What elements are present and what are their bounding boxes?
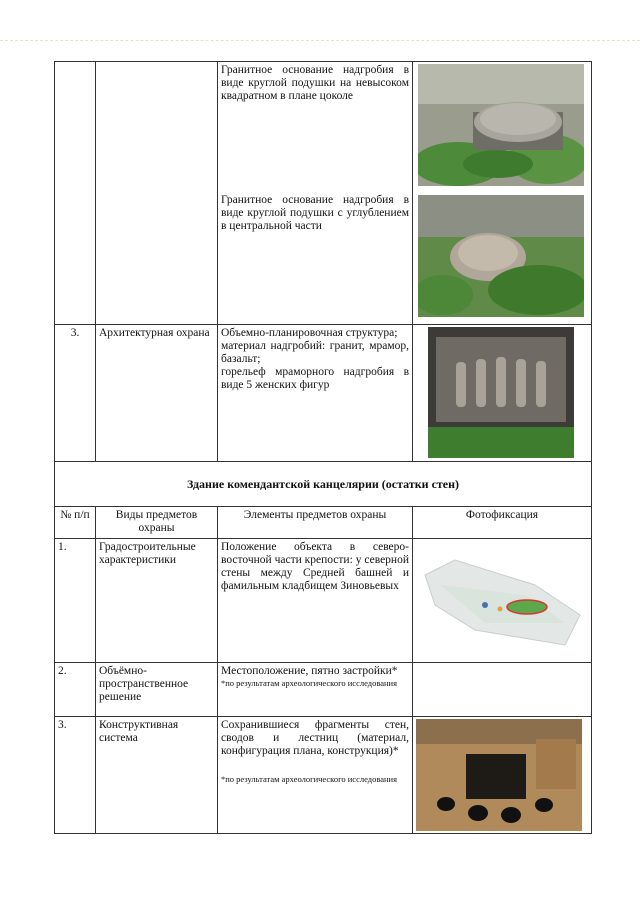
table-row	[55, 325, 592, 462]
footnote: *по результатам археологического исследования	[221, 678, 397, 688]
page-top-rule	[0, 40, 640, 41]
excavation-photo	[416, 719, 582, 831]
header-elements: Элементы предметов охраны	[218, 507, 413, 539]
num-cell: 2.	[55, 663, 96, 717]
elements-cell: Сохранившиеся фрагменты стен, сводов и лестниц (материал, конфигурация плана, конструкция)* *по результатам археологического исследования	[218, 717, 413, 834]
table-row	[55, 539, 592, 663]
header-num: № п/п	[55, 507, 96, 539]
photo-cell	[413, 62, 592, 325]
num-cell: 3.	[55, 717, 96, 834]
header-types: Виды предметов охраны	[96, 507, 218, 539]
type-cell	[96, 62, 218, 325]
type-cell: Объёмно-пространственное решение	[96, 663, 218, 717]
tombstone-base-2-text: Гранитное основание надгробия в виде круглой подушки с углублением в центральной части	[221, 194, 409, 232]
elements-cell: Положение объекта в северо-восточной части крепости: у северной стены между Средней башней и фамильным кладбищем Зиновьевых	[218, 539, 413, 663]
photo-cell	[413, 717, 592, 834]
header-photo: Фотофиксация	[413, 507, 592, 539]
table-row	[55, 663, 592, 717]
table-header-row	[55, 507, 592, 539]
protection-table	[54, 61, 592, 834]
num-cell: 3.	[55, 325, 96, 462]
elements-cell: Местоположение, пятно застройки* *по результатам археологического исследования	[218, 663, 413, 717]
footnote: *по результатам археологического исследования	[221, 774, 397, 784]
num-cell	[55, 62, 96, 325]
location-map	[415, 545, 591, 655]
table-row	[55, 62, 592, 325]
elements-cell: Объемно-планировочная структура; материал надгробий: гранит, мрамор, базальт; горельеф мраморного надгробия в виде 5 женских фигур	[218, 325, 413, 462]
type-cell: Архитектурная охрана	[96, 325, 218, 462]
marble-relief-photo	[428, 327, 574, 458]
table-row	[55, 462, 592, 507]
table-row	[55, 717, 592, 834]
tombstone-base-photo	[418, 64, 584, 186]
photo-cell	[413, 539, 592, 663]
photo-cell	[413, 663, 592, 717]
type-cell: Конструктивная система	[96, 717, 218, 834]
num-cell: 1.	[55, 539, 96, 663]
tombstone-base-1-text: Гранитное основание надгробия в виде круглой подушки на невысоком квадратном в плане цоколе	[221, 64, 409, 102]
elements-cell	[218, 62, 413, 325]
tombstone-base-hollow-photo	[418, 195, 584, 317]
section-heading: Здание комендантской канцелярии (остатки стен)	[55, 462, 592, 507]
type-cell: Градостроительные характеристики	[96, 539, 218, 663]
photo-cell	[413, 325, 592, 462]
